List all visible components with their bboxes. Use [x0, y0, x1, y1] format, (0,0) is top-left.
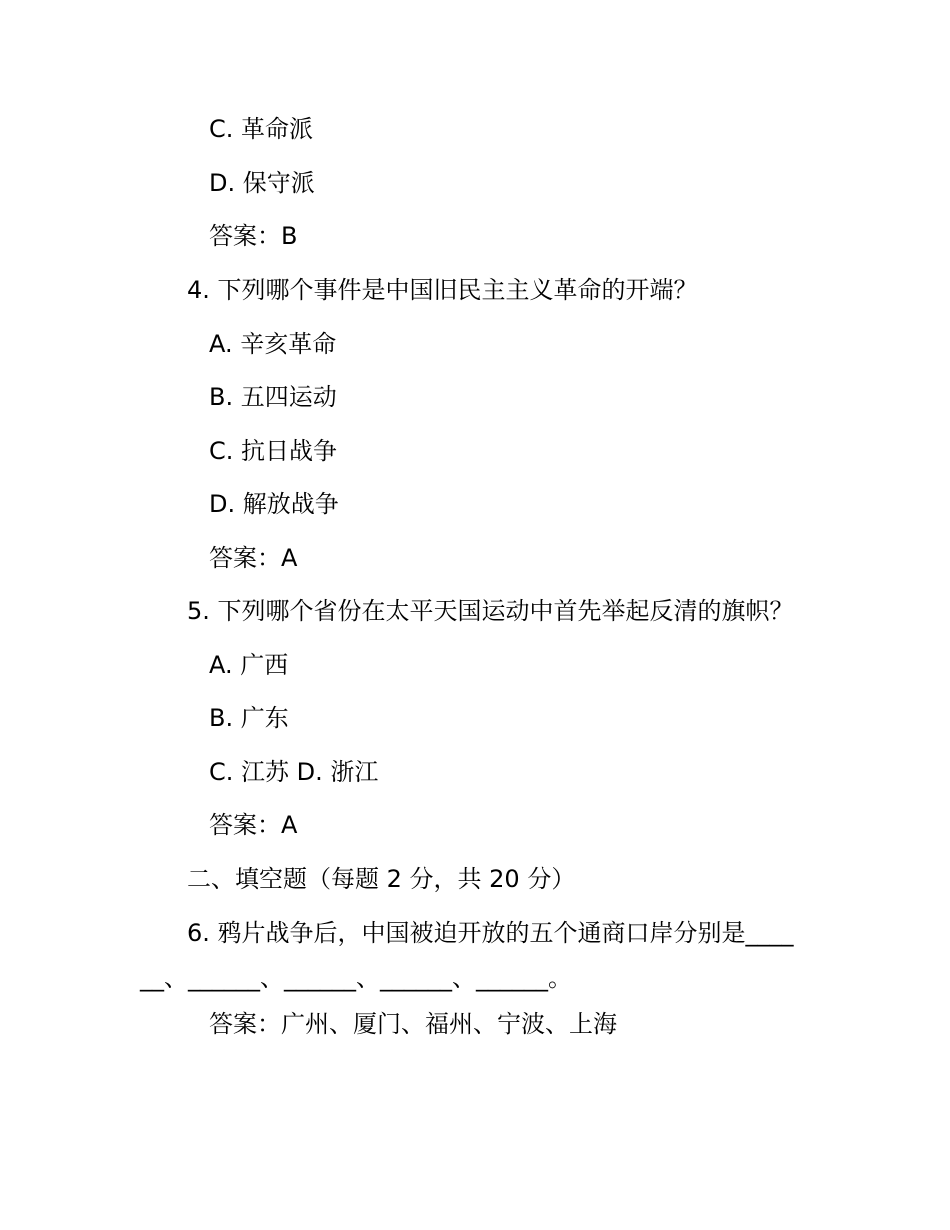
option-4a: A. 辛亥革命	[209, 330, 337, 358]
question-6: 6. 鸦片战争后，中国被迫开放的五个通商口岸分别是____	[187, 919, 794, 947]
question-6-continuation: __、______、______、______、______。	[140, 964, 572, 992]
answer-6: 答案：广州、厦门、福州、宁波、上海	[209, 1010, 617, 1038]
answer-3: 答案：B	[209, 222, 298, 250]
answer-5: 答案：A	[209, 811, 298, 839]
answer-4: 答案：A	[209, 544, 298, 572]
option-4d: D. 解放战争	[209, 490, 339, 518]
option-5c-5d: C. 江苏 D. 浙江	[209, 758, 379, 786]
option-5a: A. 广西	[209, 651, 289, 679]
option-4b: B. 五四运动	[209, 383, 337, 411]
option-3d: D. 保守派	[209, 169, 315, 197]
option-3c: C. 革命派	[209, 115, 314, 143]
question-4: 4. 下列哪个事件是中国旧民主主义革命的开端？	[187, 276, 698, 304]
option-4c: C. 抗日战争	[209, 437, 338, 465]
section-heading-fill-in: 二、填空题（每题 2 分，共 20 分）	[187, 865, 576, 893]
question-5: 5. 下列哪个省份在太平天国运动中首先举起反清的旗帜？	[187, 597, 794, 625]
option-5b: B. 广东	[209, 704, 289, 732]
